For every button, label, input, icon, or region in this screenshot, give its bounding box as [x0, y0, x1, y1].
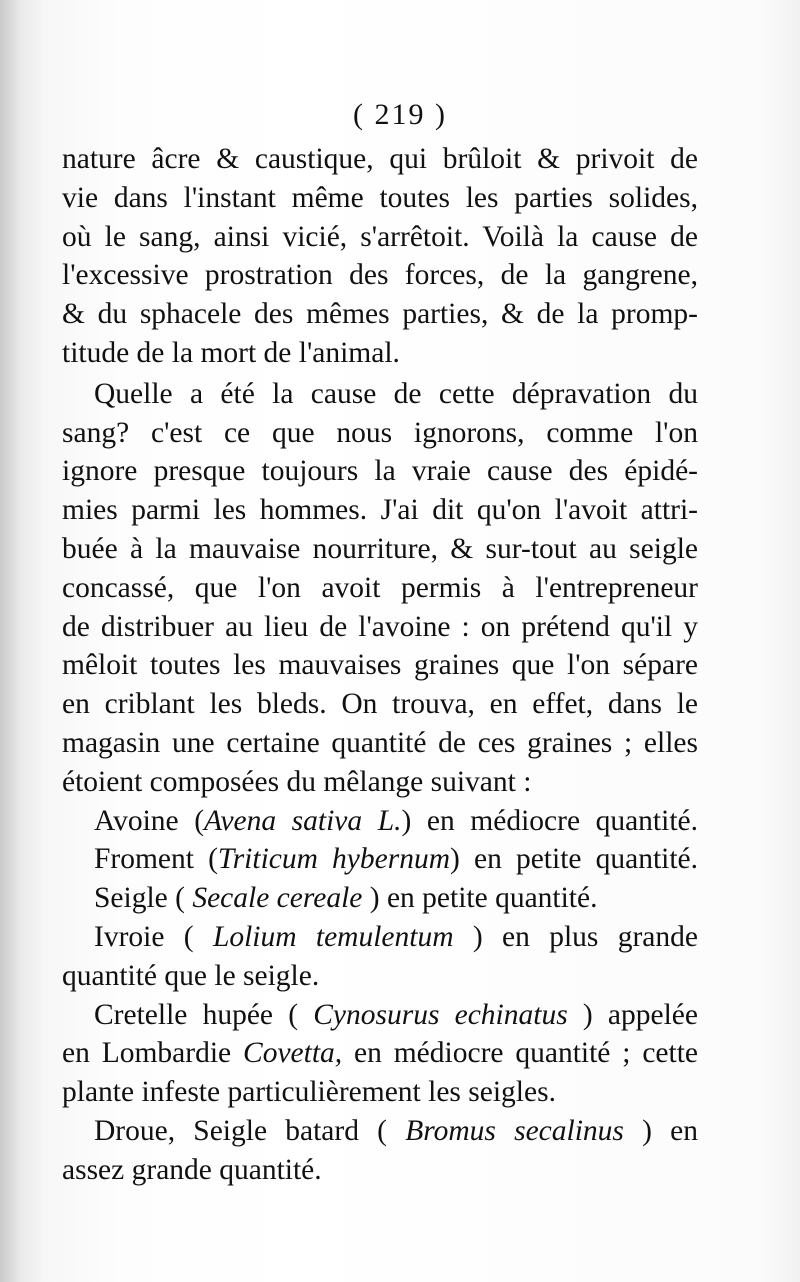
text-line: sang? c'est ce que nous ignorons, comme l'on	[62, 416, 698, 449]
latin-name: Lolium temulentum	[212, 920, 454, 953]
latin-name: Triticum hybernum	[217, 843, 451, 876]
text-line: Quelle a été la cause de cette dépravation du	[94, 377, 698, 410]
text-line: mies parmi les hommes. J'ai dit qu'on l'avoit attri-	[62, 494, 698, 527]
item-cretelle-cont: en Lombardie Covetta, en médiocre quantité ; cette	[62, 1037, 698, 1070]
text-line: nature âcre & caustique, qui brûloit & privoit de	[62, 143, 698, 175]
text-line: l'excessive prostration des forces, de la gangrene,	[62, 259, 698, 292]
text-line: vie dans l'instant même toutes les parties solides,	[62, 181, 698, 214]
page-number: ( 219 )	[353, 98, 447, 131]
item-cretelle-cont2: plante infeste particulièrement les seigles.	[62, 1076, 556, 1109]
page-body	[62, 140, 698, 1190]
item-froment: Froment (Triticum hybernum) en petite quantité.	[94, 843, 699, 876]
text-line: magasin une certaine quantité de ces graines ; elles	[62, 726, 698, 759]
item-seigle: Seigle ( Secale cereale ) en petite quantité.	[94, 882, 598, 915]
item-droue: Droue, Seigle batard ( Bromus secalinus ) en	[94, 1114, 698, 1147]
item-cretelle: Cretelle hupée ( Cynosurus echinatus ) appelée	[94, 998, 698, 1031]
item-ivroie-cont: quantité que le seigle.	[62, 959, 320, 992]
latin-name: Secale cereale	[192, 882, 363, 915]
text-line: & du sphacele des mêmes parties, & de la promp-	[62, 298, 698, 331]
latin-name: Cynosurus echinatus	[313, 998, 568, 1031]
latin-name: Bromus secalinus	[405, 1114, 624, 1147]
item-ivroie: Ivroie ( Lolium temulentum ) en plus grande	[94, 920, 698, 953]
latin-name: Avena sativa L.	[204, 804, 402, 837]
text-line: en criblant les bleds. On trouva, en effet, dans le	[62, 688, 698, 721]
latin-name: Covetta,	[243, 1037, 343, 1070]
text-line: de distribuer au lieu de l'avoine : on prétend qu'il y	[62, 610, 698, 643]
item-droue-cont: assez grande quantité.	[62, 1153, 322, 1186]
text-line: concassé, que l'on avoit permis à l'entrepreneur	[62, 571, 698, 604]
text-line: titude de la mort de l'animal.	[62, 336, 400, 369]
text-line: mêloit toutes les mauvaises graines que l'on sépare	[62, 649, 698, 682]
text-line: étoient composées du mêlange suivant :	[62, 765, 532, 798]
text-line: où le sang, ainsi vicié, s'arrêtoit. Voilà la cause de	[62, 220, 698, 253]
text-line: buée à la mauvaise nourriture, & sur-tout au seigle	[62, 532, 698, 565]
text-line: ignore presque toujours la vraie cause des épidé-	[62, 455, 698, 488]
item-avoine: Avoine (Avena sativa L.) en médiocre quantité.	[94, 804, 698, 837]
